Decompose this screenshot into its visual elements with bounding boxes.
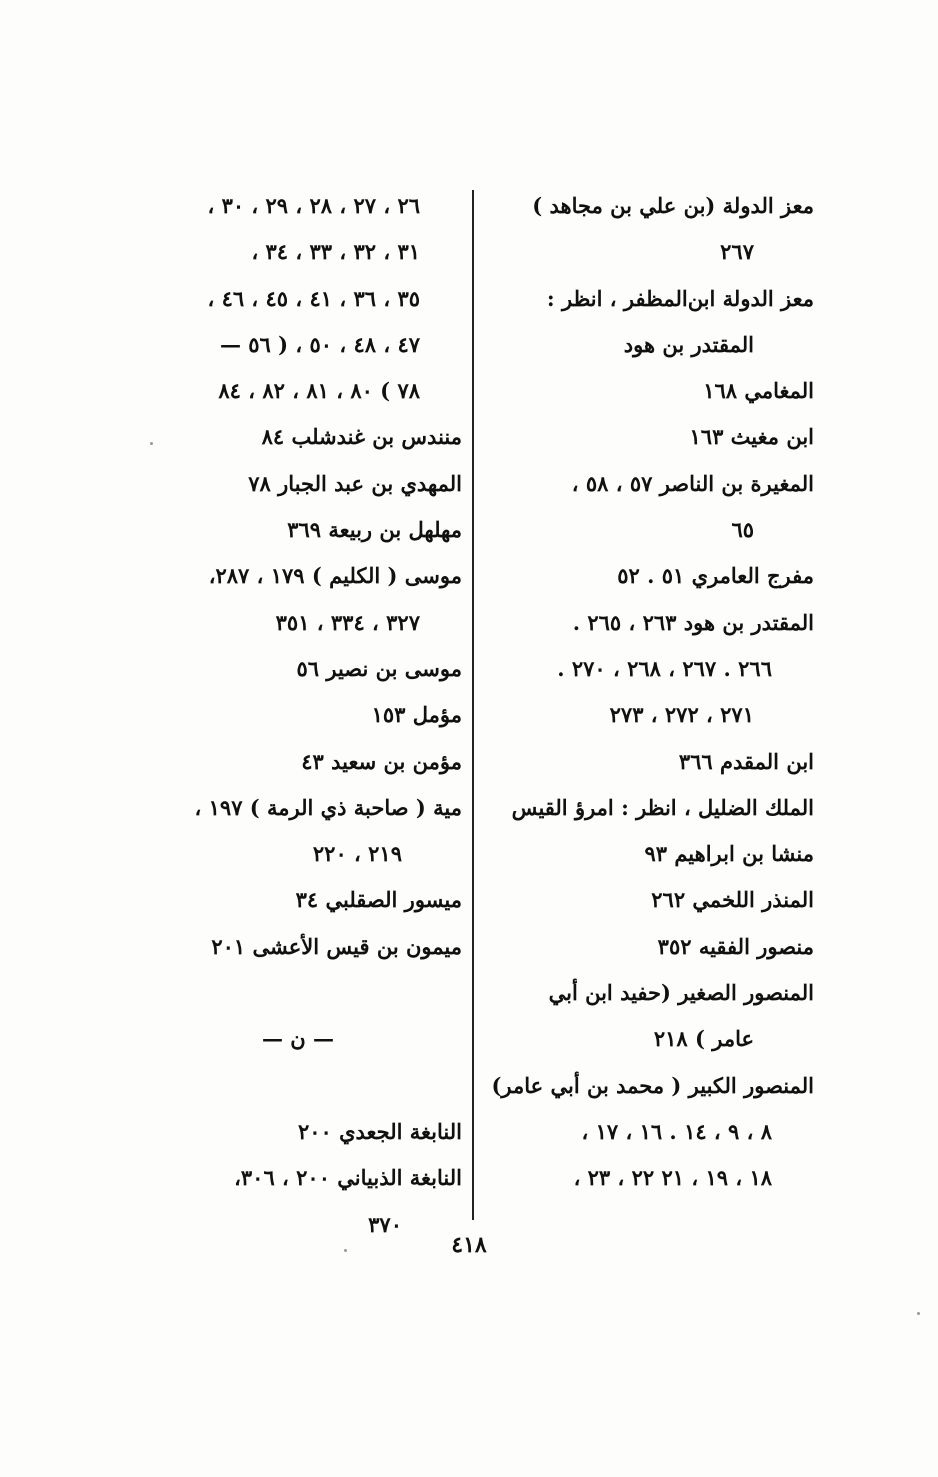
index-entry-continuation: ٤٧ ، ٤٨ ، ٥٠ ، ( ٥٦ — [219,331,420,357]
index-entry-continuation: عامر ) ٢١٨ [653,1026,754,1052]
section-gap [134,970,462,1016]
index-entry: منندس بن غندشلب ٨٤ [261,424,462,450]
index-column-right [484,183,814,1202]
section-gap [134,1063,462,1109]
index-entry: منصور الفقيه ٣٥٢ [657,933,814,959]
index-entry: ميمون بن قيس الأعشى ٢٠١ [211,933,462,959]
index-entry-continuation: ٣١ ، ٣٢ ، ٣٣ ، ٣٤ ، [251,239,420,265]
index-entry-continuation: ٨ ، ٩ ، ١٤ . ١٦ ، ١٧ ، [581,1118,772,1144]
index-entry-continuation: ٢٦٦ . ٢٦٧ ، ٢٦٨ ، ٢٧٠ . [557,655,772,681]
print-speck [917,1312,920,1315]
index-entry: معز الدولة ابن‌المظفر ، انظر : [546,285,814,311]
index-entry: مهلهل بن ربيعة ٣٦٩ [287,517,462,543]
index-entry: معز الدولة (بن علي بن مجاهد ) [532,193,814,218]
index-entry-continuation: ٦٥ [731,517,754,543]
index-entry: المنصور الكبير ( محمد بن أبي عامر) [491,1072,814,1098]
index-column-left [134,183,462,1248]
index-entry: المغامي ١٦٨ [703,378,814,404]
index-entry: مفرج العامري ٥١ . ٥٢ [617,563,814,589]
index-entry-continuation: ٧٨ ) ٨٠ ، ٨١ ، ٨٢ ، ٨٤ [218,378,420,404]
index-entry: ابن المقدم ٣٦٦ [678,748,814,774]
index-entry-continuation: ٢٦ ، ٢٧ ، ٢٨ ، ٢٩ ، ٣٠ ، [207,193,420,218]
index-entry: مؤمن بن سعيد ٤٣ [301,748,462,774]
index-entry-continuation: ١٨ ، ١٩ ، ٢١ ٢٢ ، ٢٣ ، [573,1165,772,1191]
index-entry: النابغة الذبياني ٢٠٠ ، ٣٠٦، [234,1165,462,1191]
index-entry: المغيرة بن الناصر ٥٧ ، ٥٨ ، [571,470,814,496]
index-entry-continuation: ٢٧١ ، ٢٧٢ ، ٢٧٣ [609,702,754,728]
index-entry: المقتدر بن هود ٢٦٣ ، ٢٦٥ . [572,609,814,635]
index-entry: منشا بن ابراهيم ٩٣ [644,841,814,867]
index-entry-continuation: ٣٢٧ ، ٣٣٤ ، ٣٥١ [275,609,420,635]
index-entry: مؤمل ١٥٣ [371,702,462,728]
print-speck [150,442,153,445]
print-speck [344,1249,347,1252]
index-entry: المنذر اللخمي ٢٦٢ [651,887,814,913]
index-entry-continuation: ٢١٩ ، ٢٢٠ [312,841,402,867]
index-entry: موسى ( الكليم ) ١٧٩ ، ٢٨٧، [208,563,462,589]
index-entry: المنصور الصغير (حفيد ابن أبي [548,980,814,1006]
index-entry: ميسور الصقلبي ٣٤ [295,887,462,913]
index-entry: المهدي بن عبد الجبار ٧٨ [248,470,462,496]
index-entry-continuation: ٢٦٧ [720,239,754,265]
index-entry: النابغة الجعدي ٢٠٠ [297,1118,462,1144]
index-entry: الملك الضليل ، انظر : امرؤ القيس [511,794,814,820]
index-entry: موسى بن نصير ٥٦ [296,655,462,681]
index-entry-continuation: المقتدر بن هود [623,331,754,357]
index-entry: مية ( صاحبة ذي الرمة ) ١٩٧ ، [194,794,462,820]
index-entry: ابن مغيث ١٦٣ [689,424,814,450]
index-entry-continuation: ٣٥ ، ٣٦ ، ٤١ ، ٤٥ ، ٤٦ ، [207,285,420,311]
page-number: ٤١٨ [451,1232,487,1258]
column-divider [472,190,474,1220]
section-letter-heading: — ن — [261,1026,335,1052]
index-entry-continuation: ٣٧٠ [368,1211,402,1237]
